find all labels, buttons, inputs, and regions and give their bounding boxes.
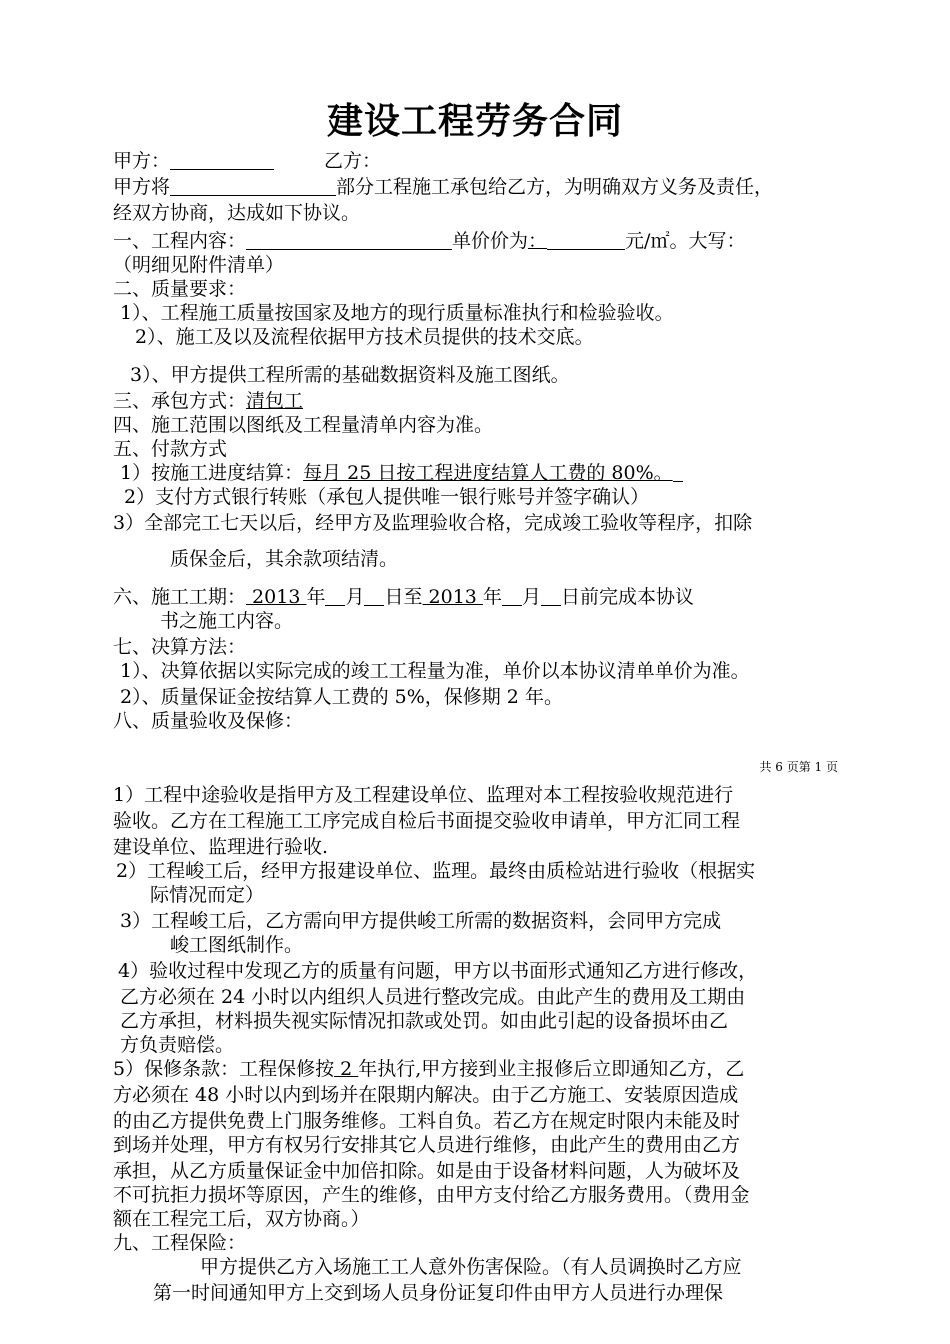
- section-5-heading: 五、付款方式: [113, 438, 228, 460]
- section-8-item-5d: 到场并处理，甲方有权另行安排其它人员进行维修，由此产生的费用由乙方: [113, 1134, 741, 1156]
- section-5-item-3a: 3）全部完工七天以后，经甲方及监理验收合格，完成竣工验收等程序，扣除: [113, 512, 753, 534]
- party-a-label: 甲方：: [113, 150, 171, 172]
- payment-schedule-value: 每月 25 日按工程进度结算人工费的 80%。: [303, 462, 673, 484]
- warranty-years: 2: [334, 1058, 359, 1080]
- unit-price-blank[interactable]: [547, 230, 625, 250]
- start-day-blank[interactable]: [364, 586, 384, 606]
- section-8-item-4a: 4）验收过程中发现乙方的质量有问题，甲方以书面形式通知乙方进行修改，: [118, 960, 758, 982]
- section-5-item-2: 2）支付方式银行转账（承包人提供唯一银行账号并签字确认）: [124, 486, 650, 508]
- section-8-item-5b: 方必须在 48 小时以内到场并在限期内解决。由于乙方施工、安装原因造成: [113, 1084, 739, 1106]
- section-7-heading: 七、决算方法：: [113, 636, 247, 658]
- intro-line-1: 甲方将 部分工程施工承包给乙方，为明确双方义务及责任，: [113, 176, 774, 198]
- section-2-item-3: 3）、甲方提供工程所需的基础数据资料及施工图纸。: [130, 364, 570, 386]
- section-8-item-5f: 不可抗拒力损坏等原因，产生的维修，由甲方支付给乙方服务费用。（费用金: [113, 1184, 750, 1206]
- section-8-heading: 八、质量验收及保修：: [113, 710, 304, 732]
- contract-type-value: 清包工: [246, 390, 304, 412]
- start-year: 2013: [246, 586, 307, 608]
- section-8-item-5a: 5）保修条款：工程保修按 2 年执行,甲方接到业主报修后立即通知乙方，乙: [113, 1058, 745, 1080]
- section-9-line-2: 第一时间通知甲方上交到场人员身份证复印件由甲方人员进行办理保: [153, 1282, 724, 1304]
- section-7-item-1: 1）、决算依据以实际完成的竣工工程量为准，单价以本协议清单单价为准。: [120, 660, 750, 682]
- section-5-item-1: 1）按施工进度结算：每月 25 日按工程进度结算人工费的 80%。: [120, 460, 860, 486]
- page-number: 共 6 页第 1 页: [759, 760, 838, 774]
- party-a-blank[interactable]: [170, 150, 274, 170]
- end-month-blank[interactable]: [502, 586, 522, 606]
- section-8-item-4b: 乙方必须在 24 小时以内组织人员进行整改完成。由此产生的费用及工期由: [120, 986, 746, 1008]
- section-5-item-3b: 质保金后，其余款项结清。: [170, 548, 399, 570]
- end-day-blank[interactable]: [541, 586, 561, 606]
- parties-line: [113, 148, 853, 174]
- section-2-heading: 二、质量要求：: [113, 278, 247, 300]
- section-1-line: 一、工程内容： 单价价为： 元/㎡。大写：: [113, 230, 746, 252]
- section-8-item-2a: 2）工程峻工后，经甲方报建设单位、监理。最终由质检站进行验收（根据实: [116, 860, 756, 882]
- document-title: 建设工程劳务合同: [326, 100, 623, 142]
- start-month-blank[interactable]: [325, 586, 345, 606]
- section-8-item-4d: 方负责赔偿。: [120, 1034, 235, 1056]
- work-content-blank[interactable]: [246, 230, 452, 250]
- section-8-item-5e: 承担，从乙方质量保证金中加倍扣除。如是由于设备材料问题，人为破坏及: [113, 1160, 741, 1182]
- party-b-label: 乙方：: [324, 150, 382, 172]
- section-8-item-5g: 额在工程完工后，双方协商。）: [113, 1208, 370, 1230]
- section-8-item-5c: 的由乙方提供免费上门服务维修。工料自负。若乙方在规定时限内未能及时: [113, 1110, 741, 1132]
- section-9-heading: 九、工程保险：: [113, 1232, 247, 1254]
- section-8-item-1a: 1）工程中途验收是指甲方及工程建设单位、监理对本工程按验收规范进行: [113, 784, 734, 806]
- section-4-line: 四、施工范围以图纸及工程量清单内容为准。: [113, 414, 494, 436]
- section-6-line: 六、施工工期： 2013 年 月 日至 2013 年 月 日前完成本协议: [113, 586, 694, 608]
- section-8-item-4c: 乙方承担，材料损失视实际情况扣款或处罚。如由此引起的设备损坏由乙: [120, 1010, 729, 1032]
- section-8-item-1b: 验收。乙方在工程施工工序完成自检后书面提交验收申请单，甲方汇同工程: [113, 810, 741, 832]
- section-8-item-2b: 际情况而定）: [150, 884, 265, 906]
- section-8-item-3a: 3）工程峻工后，乙方需向甲方提供峻工所需的数据资料，会同甲方完成: [120, 910, 722, 932]
- section-8-item-3b: 峻工图纸制作。: [170, 934, 304, 956]
- section-9-line-1: 甲方提供乙方入场施工工人意外伤害保险。（有人员调换时乙方应: [200, 1256, 742, 1278]
- project-name-blank[interactable]: [170, 176, 336, 196]
- section-2-item-2: 2）、施工及以及流程依据甲方技术员提供的技术交底。: [135, 326, 594, 348]
- intro-line-2: 经双方协商，达成如下协议。: [113, 202, 361, 224]
- section-3-line: 三、承包方式：清包工: [113, 390, 304, 412]
- section-6-line-2: 书之施工内容。: [160, 610, 294, 632]
- end-year: 2013: [422, 586, 483, 608]
- section-2-item-1: 1）、工程施工质量按国家及地方的现行质量标准执行和检验验收。: [120, 302, 674, 324]
- section-7-item-2: 2）、质量保证金按结算人工费的 5%，保修期 2 年。: [120, 686, 563, 708]
- section-1-note: （明细见附件清单）: [113, 254, 285, 276]
- section-8-item-1c: 建设单位、监理进行验收.: [113, 836, 329, 858]
